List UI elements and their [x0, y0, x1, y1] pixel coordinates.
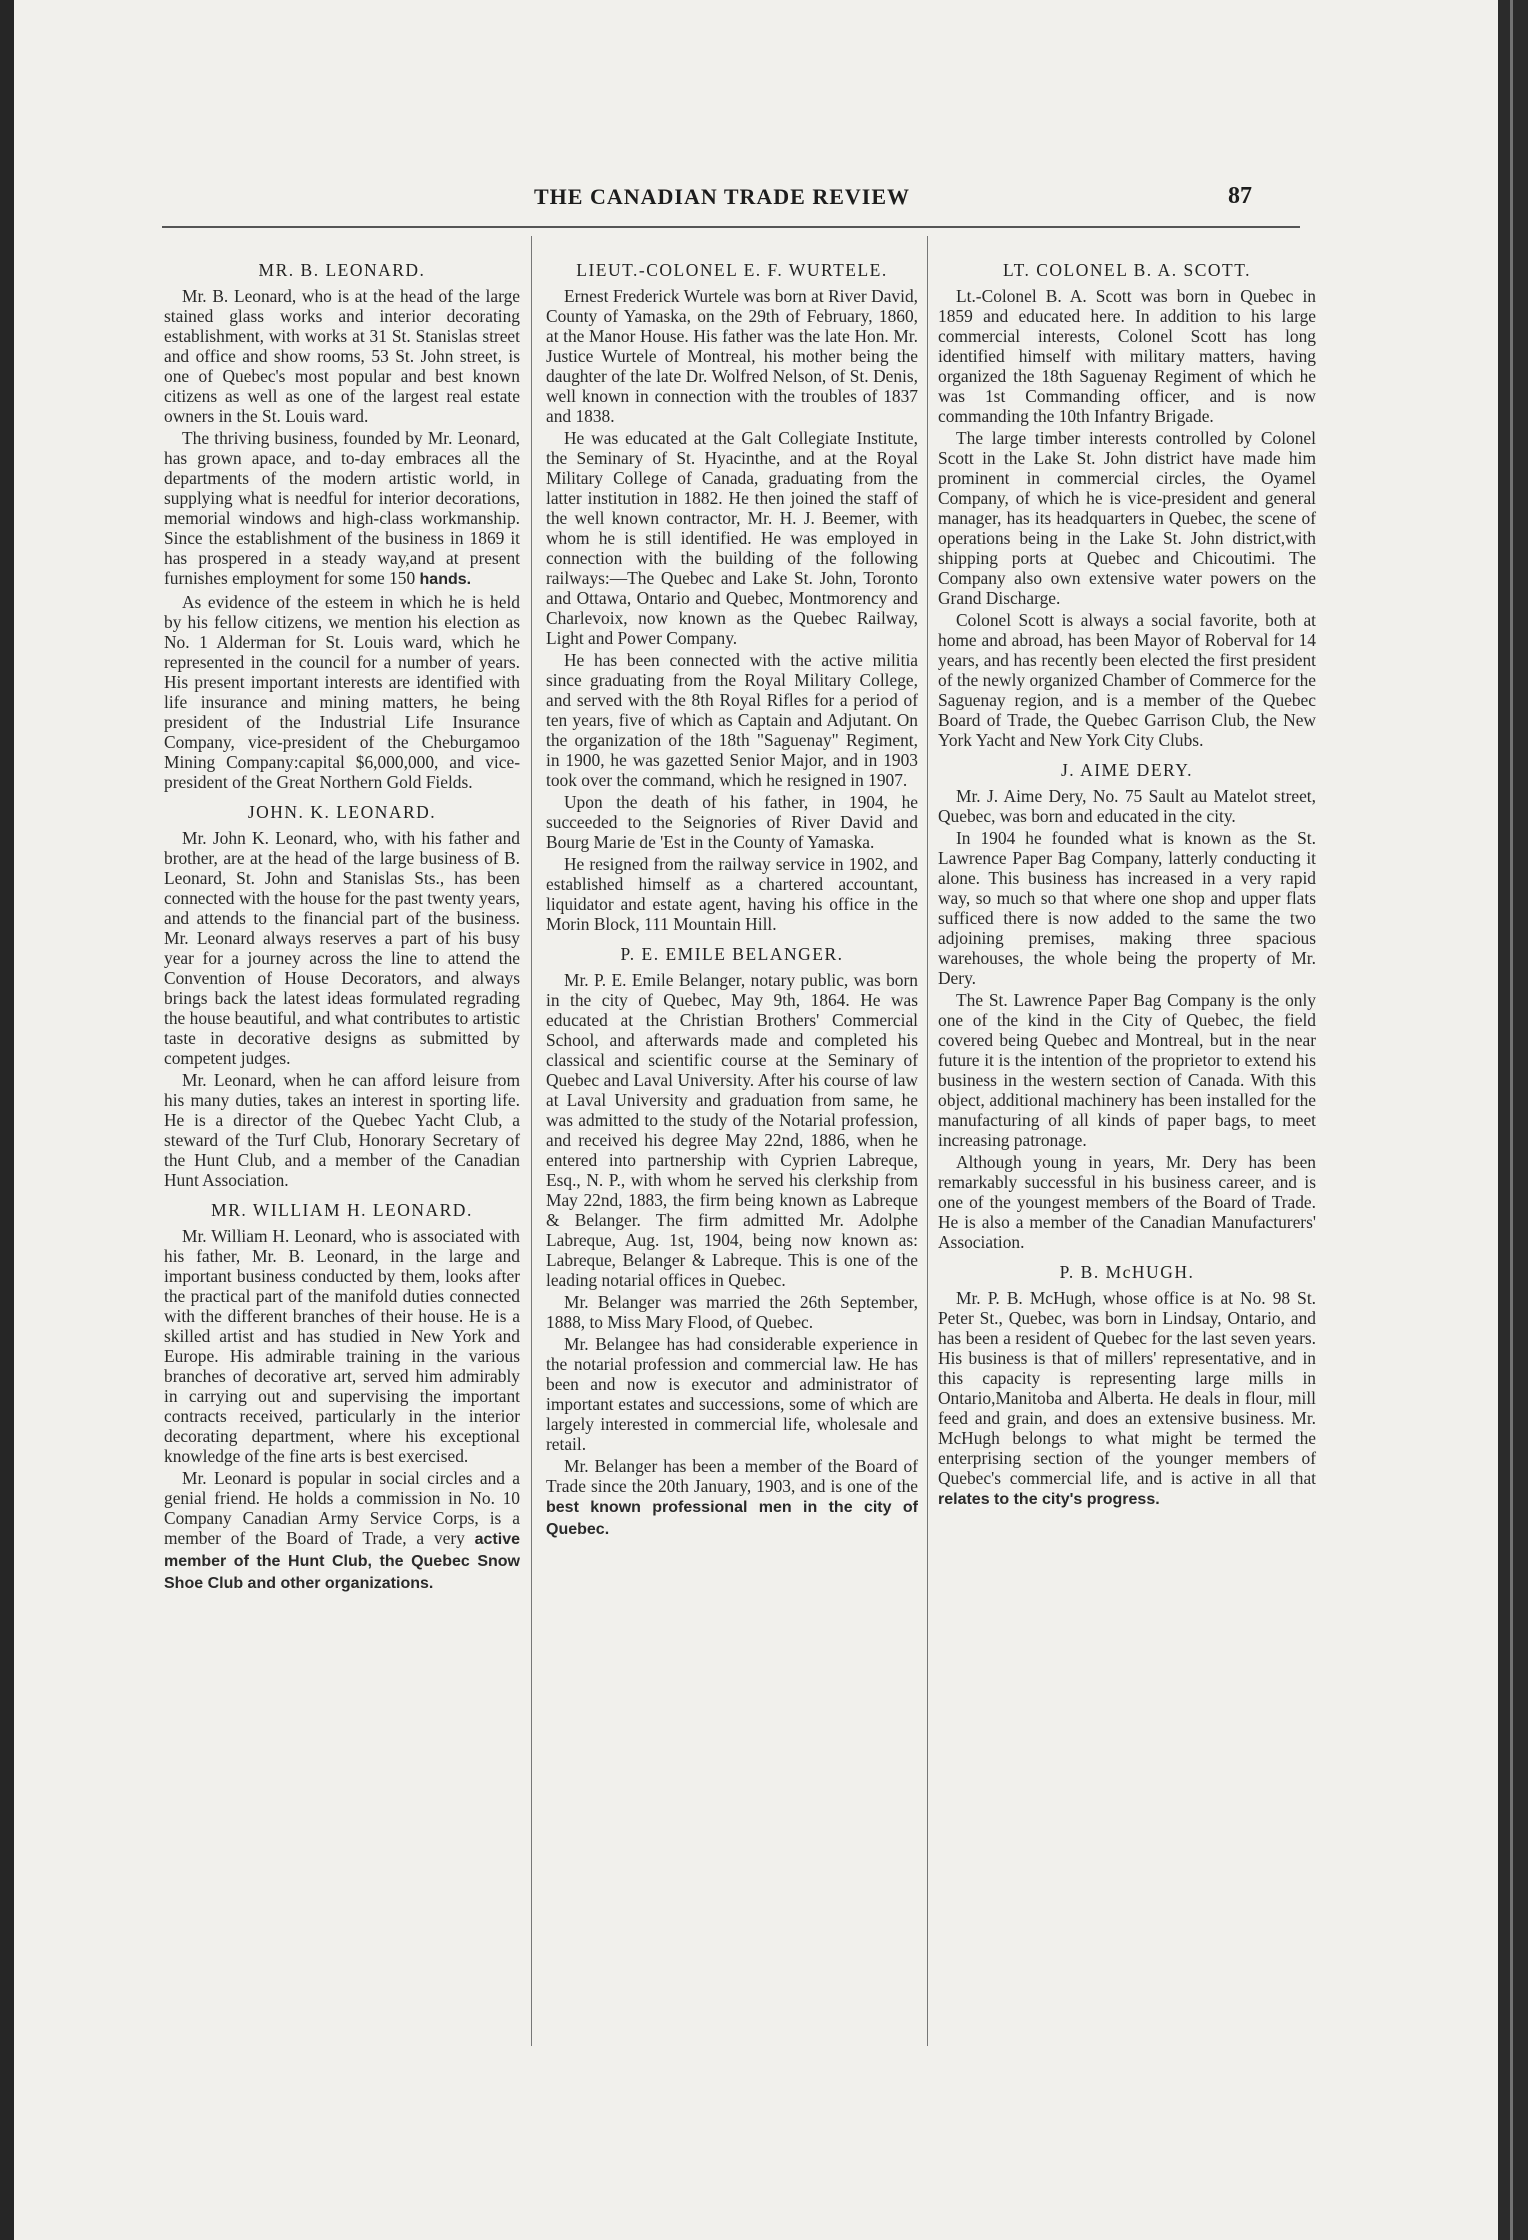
article-heading: LIEUT.-COLONEL E. F. WURTELE.: [576, 260, 888, 280]
article-heading: P. E. EMILE BELANGER.: [620, 944, 844, 964]
paragraph: Mr. B. Leonard, who is at the head of the large stained glass works and interior decorating establishment, with works at 31 St. Stanislas street and office and show rooms, 53 St. John street, is one of Quebec's most popular and best known citizens as well as one of the largest real estate owners in the St. Louis ward.: [164, 286, 520, 426]
paragraph: Colonel Scott is always a social favorite, both at home and abroad, has been Mayor of Roberval for 14 years, and has recently been elected the first president of the newly organized Chamber of Commerce for the Saguenay region, and is a member of the Quebec Board of Trade, the Quebec Garrison Club, the New York Yacht and New York City Clubs.: [938, 610, 1316, 750]
page-number: 87: [1228, 183, 1252, 209]
page-header-title: THE CANADIAN TRADE REVIEW: [534, 184, 911, 209]
paragraph: Although young in years, Mr. Dery has been remarkably successful in his business career, and is one of the youngest members of the Board of Trade. He is also a member of the Canadian Manufacturers' Association.: [938, 1152, 1316, 1252]
paragraph-text: Mr. Belanger has been a member of the Board of Trade since the 20th January, 1903, and is one of the: [546, 1456, 918, 1496]
header-rule: [162, 226, 1300, 228]
paragraph: He resigned from the railway service in 1902, and established himself as a chartered accountant, liquidator and estate agent, having his office in the Morin Block, 111 Mountain Hill.: [546, 854, 918, 934]
paragraph: Lt.-Colonel B. A. Scott was born in Quebec in 1859 and educated here. In addition to his large commercial interests, Colonel Scott has long identified himself with military matters, having organized the 18th Saguenay Regiment of which he was 1st Commanding officer, and is now commanding the 10th Infantry Brigade.: [938, 286, 1316, 426]
paragraph: [546, 1456, 918, 1540]
paragraph: He was educated at the Galt Collegiate Institute, the Seminary of St. Hyacinthe, and at the Royal Military College of Canada, graduating from the latter institution in 1882. He then joined the staff of the well known contractor, Mr. H. J. Beemer, with whom he is still identified. He was employed in connection with the building of the following railways:—The Quebec and Lake St. John, Toronto and Ottawa, Ontario and Quebec, Montmorency and Charlevoix, now known as the Quebec Railway, Light and Power Company.: [546, 428, 918, 648]
column-2: [546, 246, 918, 1542]
scan-edge-line: [1510, 0, 1513, 2240]
article-heading: LT. COLONEL B. A. SCOTT.: [1003, 260, 1251, 280]
bold-text: hands.: [419, 571, 472, 588]
paragraph: Mr. P. E. Emile Belanger, notary public, was born in the city of Quebec, May 9th, 1864. He was educated at the Christian Brothers' Commercial School, and afterwards made and completed his classical and scientific course at the Seminary of Quebec and Laval University. After his course of law at Laval University and graduation from same, he was admitted to the study of the Notarial profession, and received his degree May 22nd, 1886, when he entered into partnership with Cyprien Labreque, Esq., N. P., with whom he served his clerkship from May 22nd, 1883, the firm being known as Labreque & Belanger. The firm admitted Mr. Adolphe Labreque, Aug. 1st, 1904, being now known as: Labreque, Belanger & Labreque. This is one of the leading notarial offices in Quebec.: [546, 970, 918, 1290]
paragraph: Ernest Frederick Wurtele was born at River David, County of Yamaska, on the 29th of February, 1860, at the Manor House. His father was the late Hon. Mr. Justice Wurtele of Montreal, his mother being the daughter of the late Dr. Wolfred Nelson, of St. Denis, well known in connection with the troubles of 1837 and 1838.: [546, 286, 918, 426]
paragraph: As evidence of the esteem in which he is held by his fellow citizens, we mention his election as No. 1 Alderman for St. Louis ward, which he represented in the council for a number of years. His present important interests are identified with life insurance and mining matters, he being president of the Industrial Life Insurance Company, vice-president of the Cheburgamoo Mining Company:capital $6,000,000, and vice-president of the Great Northern Gold Fields.: [164, 592, 520, 792]
column-3: [938, 246, 1316, 1512]
column-1: [164, 246, 520, 1596]
scan-edge: [1498, 0, 1528, 2240]
paragraph: Mr. Belanger was married the 26th September, 1888, to Miss Mary Flood, of Quebec.: [546, 1292, 918, 1332]
bold-text: active member of the Hunt Club, the Quebec Snow Shoe Club and other organizations.: [164, 1531, 520, 1592]
paragraph: Mr. William H. Leonard, who is associated with his father, Mr. B. Leonard, in the large and important business conducted by them, looks after the practical part of the manifold duties connected with the different branches of their house. He is a skilled artist and has studied in New York and Europe. His admirable training in the various branches of decorative art, served him admirably in carrying out and supervising the important contracts received, particularly in the interior decorating department, where his exceptional knowledge of the fine arts is best exercised.: [164, 1226, 520, 1466]
paragraph: The St. Lawrence Paper Bag Company is the only one of the kind in the City of Quebec, the field covered being Quebec and Montreal, but in the near future it is the intention of the proprietor to extend his business in the western section of Canada. With this object, additional machinery has been installed for the manufacturing of all kinds of paper bags, to meet increasing patronage.: [938, 990, 1316, 1150]
bold-text: relates to the city's progress.: [938, 1491, 1160, 1508]
paragraph: He has been connected with the active militia since graduating from the Royal Military College, and served with the 8th Royal Rifles for a period of ten years, five of which as Captain and Adjutant. On the organization of the 18th "Saguenay" Regiment, in 1900, he was gazetted Senior Major, and in 1903 took over the command, which he resigned in 1907.: [546, 650, 918, 790]
paragraph: [164, 428, 520, 590]
paragraph: Mr. John K. Leonard, who, with his father and brother, are at the head of the large business of B. Leonard, St. John and Stanislas Sts., has been connected with the house for the past twenty years, and attends to the financial part of the business. Mr. Leonard always reserves a part of his busy year for a journey across the line to attend the Convention of House Decorators, and always brings back the latest ideas formulated regrading the house beautiful, and what contributes to artistic taste in decorative designs as submitted by competent judges.: [164, 828, 520, 1068]
paragraph-text: Mr. Leonard is popular in social circles and a genial friend. He holds a commission in No. 10 Company Canadian Army Service Corps, is a member of the Board of Trade, a very: [164, 1468, 520, 1548]
paragraph: Mr. Leonard, when he can afford leisure from his many duties, takes an interest in sporting life. He is a director of the Quebec Yacht Club, a steward of the Turf Club, Honorary Secretary of the Hunt Club, and a member of the Canadian Hunt Association.: [164, 1070, 520, 1190]
article-heading: MR. WILLIAM H. LEONARD.: [211, 1200, 473, 1220]
paragraph: Upon the death of his father, in 1904, he succeeded to the Seignories of River David and Bourg Marie de 'Est in the County of Yamaska.: [546, 792, 918, 852]
article-heading: P. B. McHUGH.: [1059, 1262, 1195, 1282]
paragraph: Mr. Belangee has had considerable experience in the notarial profession and commercial law. He has been and now is executor and administrator of important estates and successions, some of which are largely interested in commercial life, wholesale and retail.: [546, 1334, 918, 1454]
paragraph: In 1904 he founded what is known as the St. Lawrence Paper Bag Company, latterly conducting it alone. This business has increased in a very rapid way, so much so that where one shop and upper flats sufficed there is now added to the same the two adjoining premises, making three spacious warehouses, the whole being the property of Mr. Dery.: [938, 828, 1316, 988]
page: [14, 0, 1498, 2240]
paragraph: The large timber interests controlled by Colonel Scott in the Lake St. John district have made him prominent in commercial circles, the Oyamel Company, of which he is vice-president and general manager, has its headquarters in Quebec, the scene of operations being in the Lake St. John district,with shipping ports at Quebec and Chicoutimi. The Company also own extensive water powers on the Grand Discharge.: [938, 428, 1316, 608]
paragraph-text: Mr. P. B. McHugh, whose office is at No. 98 St. Peter St., Quebec, was born in Lindsay, Ontario, and has been a resident of Quebec for the last seven years. His business is that of millers' representative, and in this capacity is representing large mills in Ontario,Manitoba and Alberta. He deals in flour, mill feed and grain, and does an extensive business. Mr. McHugh belongs to what might be termed the enterprising section of the younger members of Quebec's commercial life, and is active in all that: [938, 1288, 1316, 1488]
paragraph: Mr. J. Aime Dery, No. 75 Sault au Matelot street, Quebec, was born and educated in the city.: [938, 786, 1316, 826]
article-heading: JOHN. K. LEONARD.: [247, 802, 437, 822]
column-divider: [927, 236, 928, 2046]
article-heading: J. AIME DERY.: [1061, 760, 1193, 780]
column-divider: [531, 236, 532, 2046]
paragraph: [164, 1468, 520, 1594]
article-heading: MR. B. LEONARD.: [258, 260, 426, 280]
bold-text: best known professional men in the city of Quebec.: [546, 1499, 918, 1538]
paragraph: [938, 1288, 1316, 1510]
paragraph-text: The thriving business, founded by Mr. Leonard, has grown apace, and to-day embraces all the departments of the modern artistic world, in supplying what is needful for interior decorations, memorial windows and high-class workmanship. Since the establishment of the business in 1869 it has prospered in a steady way,and at present furnishes employment for some 150: [164, 428, 520, 588]
